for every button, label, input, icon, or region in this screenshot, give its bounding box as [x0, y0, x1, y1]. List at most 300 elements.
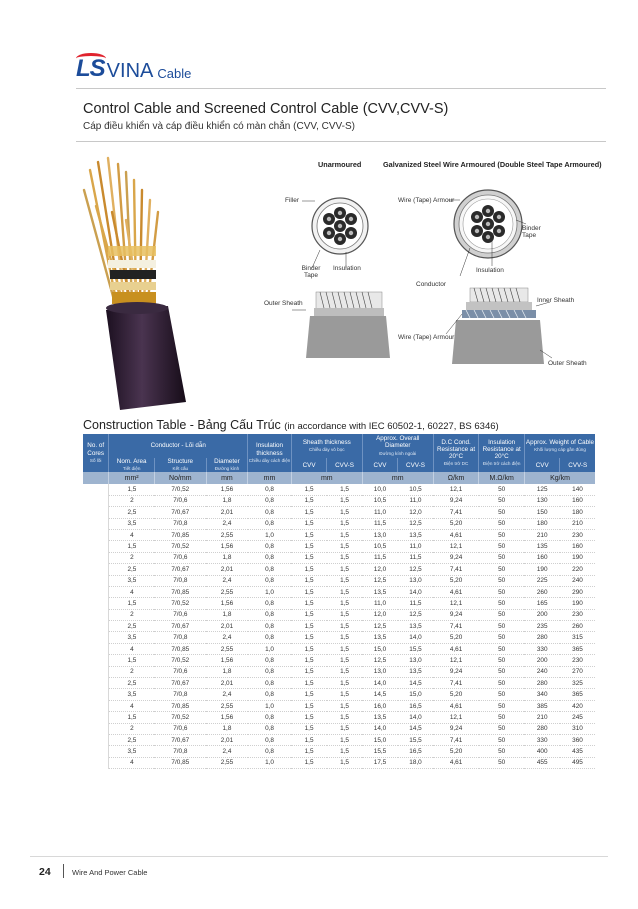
table-cell: 4,61 — [433, 757, 479, 768]
table-cell: 12,1 — [433, 712, 479, 723]
th-weight-cvv: CVV — [524, 458, 559, 472]
table-cell: 2 — [109, 666, 155, 677]
table-cell: 12,1 — [433, 541, 479, 552]
table-row — [83, 678, 595, 689]
table-cell: 1,5 — [291, 609, 326, 620]
unit-area: mm² — [109, 472, 155, 484]
table-cell: 50 — [479, 757, 525, 768]
th-nom-area: Nom. Area Tiết diện — [109, 458, 155, 472]
table-cell: 0,8 — [248, 552, 292, 563]
table-cell: 270 — [560, 666, 595, 677]
table-cell: 2,01 — [206, 621, 248, 632]
table-cell: 13,0 — [362, 666, 397, 677]
table-cell: 7/0,8 — [154, 746, 206, 757]
construction-table — [83, 434, 595, 769]
table-cell: 50 — [479, 518, 525, 529]
table-cell: 0,8 — [248, 495, 292, 506]
table-cell: 1,5 — [327, 689, 362, 700]
table-cell: 0,8 — [248, 609, 292, 620]
table-cell: 1,5 — [327, 541, 362, 552]
table-cell: 1,5 — [291, 575, 326, 586]
table-cell: 1,5 — [291, 700, 326, 711]
table-cell: 1,0 — [248, 586, 292, 597]
table-cell: 7/0,85 — [154, 757, 206, 768]
table-cell: 0,8 — [248, 598, 292, 609]
table-cell: 1,5 — [327, 746, 362, 757]
table-cell: 50 — [479, 541, 525, 552]
table-cell: 1,5 — [327, 495, 362, 506]
th-cores: No. of Cores Số lõi — [83, 434, 109, 472]
table-cell: 3,5 — [109, 518, 155, 529]
table-row — [83, 484, 595, 495]
conductor-label: Conductor — [416, 281, 446, 288]
th-sheath: Sheath thickness Chiều dày vỏ bọc — [291, 434, 362, 458]
table-cell: 0,8 — [248, 484, 292, 495]
table-cell: 7/0,8 — [154, 518, 206, 529]
table-cell: 14,5 — [362, 689, 397, 700]
table-cell: 1,5 — [291, 541, 326, 552]
cell-cores — [83, 655, 109, 666]
logo-ls: LS — [76, 55, 105, 82]
page-subtitle: Cáp điều khiển và cáp điều khiển có màn chắn (CVV, CVV-S) — [83, 121, 356, 132]
table-cell: 12,5 — [362, 621, 397, 632]
th-sheath-cvv: CVV — [291, 458, 326, 472]
table-cell: 435 — [560, 746, 595, 757]
table-cell: 50 — [479, 507, 525, 518]
table-cell: 12,0 — [362, 564, 397, 575]
cell-cores — [83, 632, 109, 643]
table-cell: 190 — [560, 552, 595, 563]
cell-cores — [83, 518, 109, 529]
table-cell: 455 — [524, 757, 559, 768]
table-cell: 190 — [524, 564, 559, 575]
table-cell: 200 — [524, 609, 559, 620]
unit-structure: No/mm — [154, 472, 206, 484]
cell-cores — [83, 689, 109, 700]
table-cell: 2,4 — [206, 632, 248, 643]
table-cell: 1,5 — [109, 484, 155, 495]
table-cell: 4 — [109, 586, 155, 597]
table-cell: 0,8 — [248, 712, 292, 723]
unit-overall: mm — [362, 472, 433, 484]
table-cell: 1,5 — [291, 507, 326, 518]
cell-cores — [83, 712, 109, 723]
table-cell: 1,5 — [327, 643, 362, 654]
table-cell: 50 — [479, 678, 525, 689]
table-cell: 4 — [109, 700, 155, 711]
table-cell: 0,8 — [248, 746, 292, 757]
table-cell: 225 — [524, 575, 559, 586]
table-cell: 1,5 — [291, 655, 326, 666]
table-cell: 7/0,52 — [154, 598, 206, 609]
table-cell: 11,0 — [398, 541, 433, 552]
table-cell: 14,5 — [398, 723, 433, 734]
table-cell: 1,5 — [109, 541, 155, 552]
table-cell: 7/0,52 — [154, 655, 206, 666]
table-cell: 14,0 — [398, 586, 433, 597]
table-cell: 5,20 — [433, 518, 479, 529]
table-cell: 2,55 — [206, 529, 248, 540]
table-cell: 2 — [109, 552, 155, 563]
table-cell: 210 — [524, 529, 559, 540]
table-cell: 7/0,67 — [154, 678, 206, 689]
table-cell: 12,5 — [362, 655, 397, 666]
construction-title — [83, 418, 499, 432]
unit-insres: M.Ω/km — [479, 472, 525, 484]
footer-separator — [63, 864, 64, 878]
table-cell: 230 — [560, 609, 595, 620]
table-cell: 2 — [109, 609, 155, 620]
unit-dc: Ω/km — [433, 472, 479, 484]
table-row — [83, 655, 595, 666]
table-row — [83, 735, 595, 746]
table-cell: 190 — [560, 598, 595, 609]
table-cell: 50 — [479, 575, 525, 586]
table-cell: 1,5 — [291, 529, 326, 540]
table-cell: 2,01 — [206, 735, 248, 746]
table-cell: 1,5 — [291, 666, 326, 677]
table-cell: 4,61 — [433, 700, 479, 711]
table-cell: 14,0 — [398, 632, 433, 643]
table-cell: 2,55 — [206, 757, 248, 768]
table-cell: 12,5 — [398, 564, 433, 575]
outer-sheath-label: Outer Sheath — [264, 300, 303, 307]
table-row — [83, 598, 595, 609]
table-row — [83, 575, 595, 586]
table-cell: 1,5 — [327, 655, 362, 666]
table-cell: 210 — [524, 712, 559, 723]
table-cell: 12,1 — [433, 598, 479, 609]
table-cell: 15,5 — [398, 643, 433, 654]
table-cell: 280 — [524, 632, 559, 643]
table-cell: 50 — [479, 689, 525, 700]
table-cell: 18,0 — [398, 757, 433, 768]
table-cell: 1,5 — [291, 678, 326, 689]
table-cell: 140 — [560, 484, 595, 495]
table-cell: 14,0 — [398, 712, 433, 723]
table-row — [83, 495, 595, 506]
table-cell: 14,5 — [398, 678, 433, 689]
table-cell: 365 — [560, 643, 595, 654]
table-cell: 16,5 — [398, 746, 433, 757]
table-cell: 0,8 — [248, 564, 292, 575]
table-cell: 1,5 — [291, 621, 326, 632]
table-cell: 12,5 — [398, 518, 433, 529]
table-cell: 50 — [479, 746, 525, 757]
table-cell: 210 — [560, 518, 595, 529]
table-cell: 7,41 — [433, 735, 479, 746]
table-cell: 15,0 — [362, 643, 397, 654]
table-cell: 50 — [479, 484, 525, 495]
table-cell: 9,24 — [433, 495, 479, 506]
table-cell: 1,5 — [327, 723, 362, 734]
table-cell: 7/0,6 — [154, 666, 206, 677]
table-cell: 240 — [560, 575, 595, 586]
table-row — [83, 712, 595, 723]
table-cell: 16,5 — [398, 700, 433, 711]
table-cell: 2,5 — [109, 678, 155, 689]
table-cell: 7/0,8 — [154, 575, 206, 586]
construction-table-body — [83, 484, 595, 768]
table-cell: 13,5 — [398, 621, 433, 632]
table-cell: 1,5 — [327, 632, 362, 643]
table-cell: 7/0,67 — [154, 735, 206, 746]
table-cell: 1,5 — [109, 598, 155, 609]
table-cell: 1,5 — [291, 643, 326, 654]
table-row — [83, 529, 595, 540]
table-cell: 1,8 — [206, 495, 248, 506]
table-cell: 260 — [560, 621, 595, 632]
table-cell: 10,5 — [362, 495, 397, 506]
cell-cores — [83, 564, 109, 575]
table-cell: 1,56 — [206, 598, 248, 609]
table-cell: 220 — [560, 564, 595, 575]
table-cell: 11,5 — [362, 552, 397, 563]
logo-cable: Cable — [157, 66, 192, 81]
table-cell: 1,5 — [327, 518, 362, 529]
table-cell: 315 — [560, 632, 595, 643]
table-cell: 4 — [109, 757, 155, 768]
unit-sheath: mm — [291, 472, 362, 484]
table-cell: 360 — [560, 735, 595, 746]
table-cell: 9,24 — [433, 666, 479, 677]
brand-logo — [76, 57, 191, 83]
table-cell: 2,5 — [109, 735, 155, 746]
table-cell: 3,5 — [109, 746, 155, 757]
table-cell: 14,0 — [362, 723, 397, 734]
table-cell: 1,5 — [327, 700, 362, 711]
table-cell: 150 — [524, 507, 559, 518]
th-dc: D.C Cond. Resistance at 20°C Điện trở DC — [433, 434, 479, 472]
table-cell: 50 — [479, 564, 525, 575]
footer-divider — [30, 856, 608, 857]
table-cell: 1,0 — [248, 757, 292, 768]
table-cell: 1,5 — [327, 712, 362, 723]
cable-photo — [76, 150, 266, 412]
page-title: Control Cable and Screened Control Cable (CVV,CVV-S) — [83, 101, 449, 117]
th-insres: Insulation Resistance at 20°C Điện trở cách điện — [479, 434, 525, 472]
logo-swoosh-icon — [76, 53, 106, 64]
cell-cores — [83, 621, 109, 632]
table-cell: 2,5 — [109, 564, 155, 575]
table-cell: 1,5 — [291, 632, 326, 643]
cell-cores — [83, 678, 109, 689]
table-cell: 50 — [479, 529, 525, 540]
cell-cores — [83, 700, 109, 711]
table-cell: 1,5 — [291, 564, 326, 575]
table-cell: 340 — [524, 689, 559, 700]
filler-label: Filler — [285, 197, 300, 204]
table-cell: 15,5 — [398, 735, 433, 746]
table-cell: 0,8 — [248, 723, 292, 734]
table-row — [83, 552, 595, 563]
table-cell: 0,8 — [248, 678, 292, 689]
table-cell: 4,61 — [433, 586, 479, 597]
construction-title-main: Construction Table - Bảng Cấu Trúc — [83, 418, 281, 432]
cell-cores — [83, 735, 109, 746]
table-cell: 1,8 — [206, 723, 248, 734]
table-cell: 12,5 — [362, 575, 397, 586]
table-cell: 50 — [479, 552, 525, 563]
table-cell: 3,5 — [109, 689, 155, 700]
table-cell: 2,5 — [109, 621, 155, 632]
table-cell: 11,0 — [362, 507, 397, 518]
table-row — [83, 666, 595, 677]
table-cell: 7/0,52 — [154, 541, 206, 552]
table-cell: 11,0 — [362, 598, 397, 609]
table-cell: 0,8 — [248, 666, 292, 677]
table-cell: 7/0,6 — [154, 609, 206, 620]
table-cell: 4 — [109, 643, 155, 654]
table-row — [83, 541, 595, 552]
table-cell: 12,5 — [398, 609, 433, 620]
cell-cores — [83, 586, 109, 597]
table-cell: 235 — [524, 621, 559, 632]
table-cell: 495 — [560, 757, 595, 768]
table-cell: 1,56 — [206, 655, 248, 666]
table-cell: 10,5 — [362, 541, 397, 552]
table-cell: 2,5 — [109, 507, 155, 518]
table-cell: 1,8 — [206, 666, 248, 677]
table-cell: 1,5 — [291, 746, 326, 757]
table-cell: 13,0 — [362, 529, 397, 540]
cell-cores — [83, 643, 109, 654]
table-cell: 7/0,8 — [154, 632, 206, 643]
table-row — [83, 609, 595, 620]
table-row — [83, 586, 595, 597]
th-insulation: Insulation thickness Chiều dày cách điện — [248, 434, 292, 472]
cell-cores — [83, 609, 109, 620]
table-cell: 2,4 — [206, 689, 248, 700]
table-cell: 7/0,85 — [154, 586, 206, 597]
table-cell: 165 — [524, 598, 559, 609]
table-cell: 50 — [479, 609, 525, 620]
table-cell: 280 — [524, 723, 559, 734]
table-cell: 50 — [479, 700, 525, 711]
table-cell: 2,4 — [206, 518, 248, 529]
table-cell: 11,5 — [398, 598, 433, 609]
table-cell: 50 — [479, 655, 525, 666]
table-cell: 12,0 — [362, 609, 397, 620]
table-cell: 7,41 — [433, 564, 479, 575]
table-cell: 7,41 — [433, 678, 479, 689]
table-cell: 13,5 — [398, 666, 433, 677]
table-cell: 1,8 — [206, 552, 248, 563]
table-cell: 7/0,67 — [154, 507, 206, 518]
table-cell: 13,0 — [398, 655, 433, 666]
th-overall-cvvs: CVV-S — [398, 458, 433, 472]
cell-cores — [83, 507, 109, 518]
table-cell: 1,5 — [291, 586, 326, 597]
table-cell: 4 — [109, 529, 155, 540]
table-cell: 13,5 — [362, 586, 397, 597]
th-weight-cvvs: CVV-S — [560, 458, 595, 472]
table-cell: 1,5 — [291, 689, 326, 700]
unit-ins: mm — [248, 472, 292, 484]
th-sheath-cvvs: CVV-S — [327, 458, 362, 472]
table-cell: 50 — [479, 495, 525, 506]
cell-cores — [83, 746, 109, 757]
table-cell: 160 — [560, 541, 595, 552]
table-cell: 15,5 — [362, 746, 397, 757]
cell-cores — [83, 529, 109, 540]
logo-vina: VINA — [106, 60, 154, 82]
table-cell: 2,01 — [206, 564, 248, 575]
table-cell: 1,56 — [206, 541, 248, 552]
table-row — [83, 643, 595, 654]
table-cell: 11,0 — [398, 495, 433, 506]
table-cell: 330 — [524, 735, 559, 746]
table-cell: 325 — [560, 678, 595, 689]
table-cell: 4,61 — [433, 529, 479, 540]
title-divider — [76, 141, 606, 142]
table-cell: 15,0 — [398, 689, 433, 700]
table-cell: 1,5 — [291, 757, 326, 768]
table-cell: 11,5 — [362, 518, 397, 529]
table-cell: 50 — [479, 735, 525, 746]
table-cell: 2,55 — [206, 643, 248, 654]
table-cell: 1,5 — [327, 586, 362, 597]
table-cell: 385 — [524, 700, 559, 711]
table-cell: 420 — [560, 700, 595, 711]
table-cell: 7/0,85 — [154, 643, 206, 654]
table-cell: 1,5 — [291, 735, 326, 746]
cell-cores — [83, 575, 109, 586]
table-cell: 1,5 — [327, 484, 362, 495]
table-row — [83, 564, 595, 575]
table-cell: 2,01 — [206, 678, 248, 689]
table-cell: 7,41 — [433, 507, 479, 518]
table-cell: 50 — [479, 598, 525, 609]
table-cell: 50 — [479, 666, 525, 677]
table-cell: 9,24 — [433, 723, 479, 734]
table-cell: 10,0 — [362, 484, 397, 495]
table-cell: 2 — [109, 495, 155, 506]
binder-tape-right-label: Binder Tape — [522, 225, 541, 239]
table-cell: 13,0 — [398, 575, 433, 586]
table-cell: 12,1 — [433, 484, 479, 495]
table-cell: 50 — [479, 712, 525, 723]
table-cell: 135 — [524, 541, 559, 552]
unit-weight: Kg/km — [524, 472, 595, 484]
table-cell: 50 — [479, 586, 525, 597]
table-cell: 260 — [524, 586, 559, 597]
table-cell: 1,5 — [327, 575, 362, 586]
cell-cores — [83, 666, 109, 677]
cell-cores — [83, 598, 109, 609]
cell-cores — [83, 552, 109, 563]
table-cell: 0,8 — [248, 632, 292, 643]
table-cell: 7/0,6 — [154, 552, 206, 563]
table-cell: 7/0,85 — [154, 700, 206, 711]
table-cell: 1,5 — [291, 484, 326, 495]
table-cell: 9,24 — [433, 552, 479, 563]
table-cell: 245 — [560, 712, 595, 723]
table-cell: 9,24 — [433, 609, 479, 620]
table-cell: 1,0 — [248, 643, 292, 654]
table-cell: 1,5 — [327, 621, 362, 632]
table-cell: 1,5 — [327, 598, 362, 609]
table-cell: 5,20 — [433, 575, 479, 586]
table-cell: 7/0,52 — [154, 484, 206, 495]
table-cell: 7/0,8 — [154, 689, 206, 700]
table-cell: 1,5 — [109, 655, 155, 666]
table-cell: 50 — [479, 723, 525, 734]
table-cell: 7/0,52 — [154, 712, 206, 723]
table-cell: 1,5 — [291, 495, 326, 506]
table-cell: 1,5 — [327, 552, 362, 563]
table-row — [83, 621, 595, 632]
